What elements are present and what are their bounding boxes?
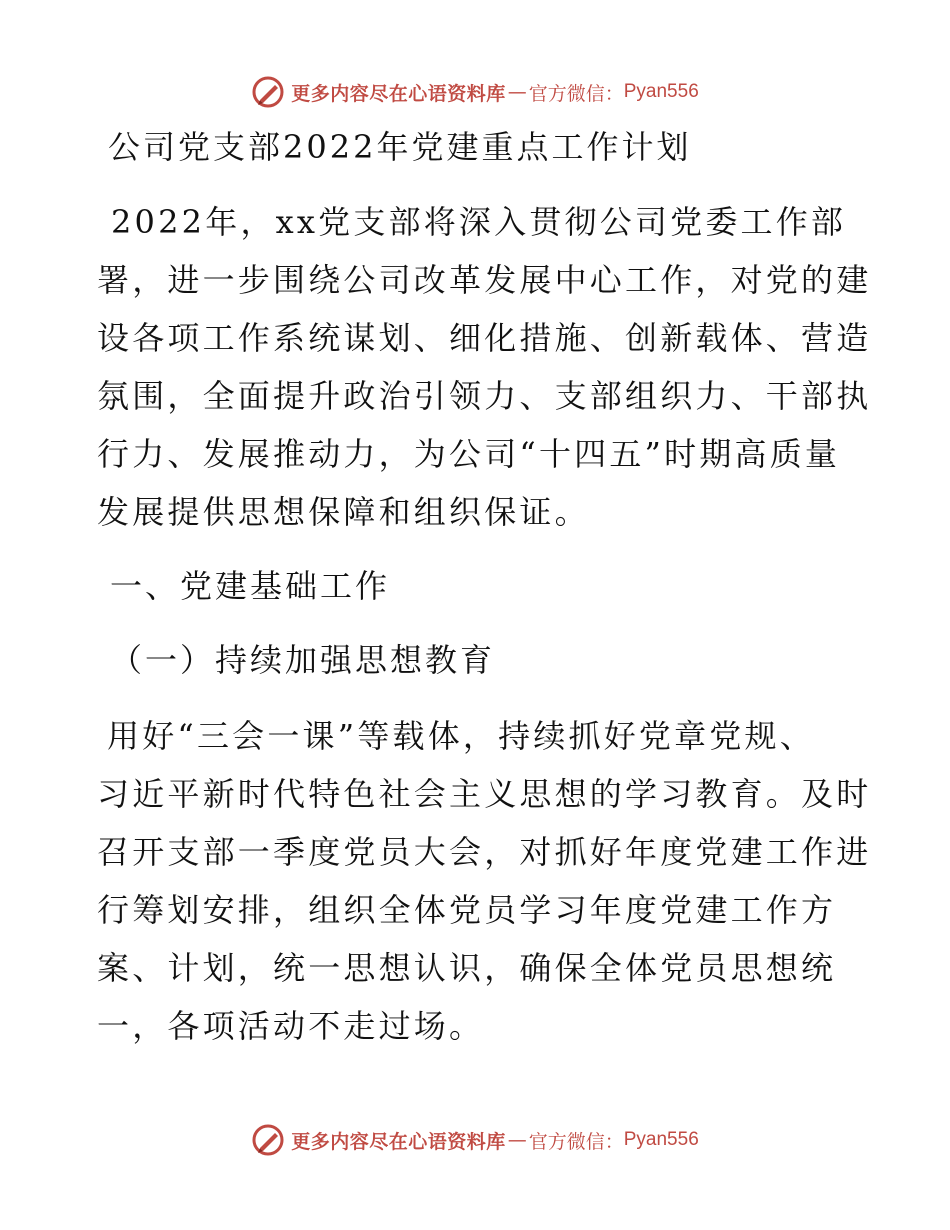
paragraph-line: 用好“三会一课”等载体，持续抓好党章党规、 xyxy=(107,717,815,755)
subsection-heading: （一）持续加强思想教育 xyxy=(110,641,496,679)
paragraph-line: 一，各项活动不走过场。 xyxy=(97,1007,485,1045)
paragraph-line: 署，进一步围绕公司改革发展中心工作，对党的建 xyxy=(97,261,872,299)
pen-logo-icon xyxy=(251,75,285,109)
watermark-text: 更多内容尽在心语资料库 xyxy=(291,1130,506,1153)
watermark-dash: — xyxy=(507,81,527,103)
watermark-label: 官方微信： xyxy=(528,1130,624,1153)
paragraph-line: 行筹划安排，组织全体党员学习年度党建工作方 xyxy=(97,891,837,929)
body-paragraph xyxy=(97,707,872,1055)
intro-paragraph xyxy=(97,193,872,541)
section-heading: 一、党建基础工作 xyxy=(110,567,391,605)
paragraph-line: 案、计划，统一思想认识，确保全体党员思想统 xyxy=(97,949,837,987)
paragraph-line: 氛围，全面提升政治引领力、支部组织力、干部执 xyxy=(97,377,872,415)
watermark-wechat-id: Pyan556 xyxy=(623,1129,699,1150)
document-title: 公司党支部2022年党建重点工作计划 xyxy=(108,128,692,166)
watermark-dash: — xyxy=(507,1129,527,1151)
watermark-wechat-id: Pyan556 xyxy=(623,81,699,102)
watermark-footer xyxy=(0,1120,950,1160)
pen-logo-icon xyxy=(251,1123,285,1157)
paragraph-line: 设各项工作系统谋划、细化措施、创新载体、营造 xyxy=(97,319,872,357)
watermark-text: 更多内容尽在心语资料库 xyxy=(291,82,506,105)
paragraph-line: 习近平新时代特色社会主义思想的学习教育。及时 xyxy=(97,775,872,813)
paragraph-line: 行力、发展推动力，为公司“十四五”时期高质量 xyxy=(97,435,841,473)
watermark-label: 官方微信： xyxy=(528,82,624,105)
paragraph-line: 召开支部一季度党员大会，对抓好年度党建工作进 xyxy=(97,833,872,871)
paragraph-line: 2022年，xx党支部将深入贯彻公司党委工作部 xyxy=(111,203,847,241)
watermark-header xyxy=(0,72,950,112)
paragraph-line: 发展提供思想保障和组织保证。 xyxy=(97,493,590,531)
